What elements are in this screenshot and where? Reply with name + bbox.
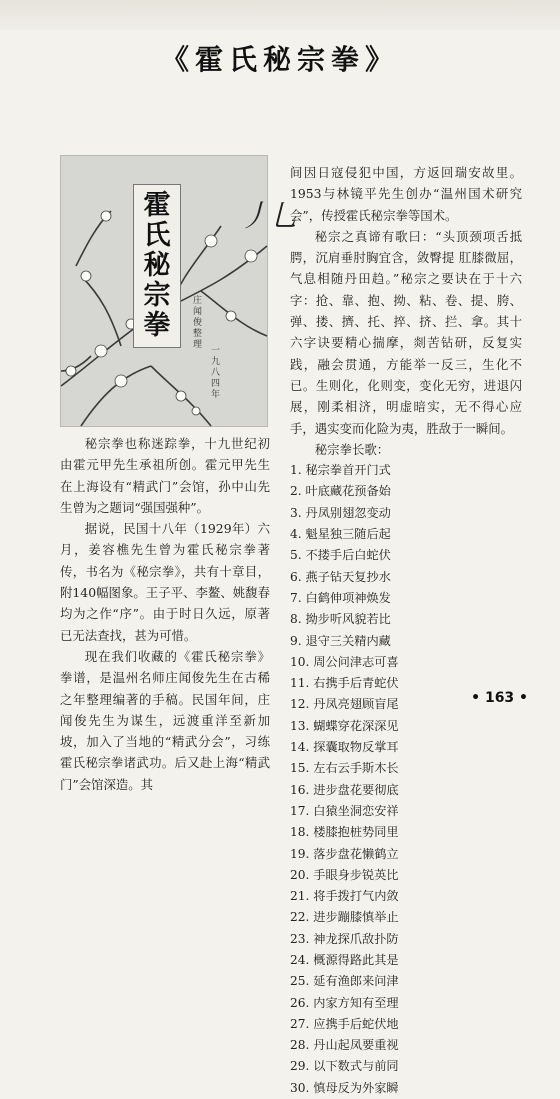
list-item: 21. 将手拨打气内敛 [290, 889, 399, 904]
list-item: 23. 神龙探爪敌扑防 [290, 931, 399, 946]
left-column [60, 433, 270, 795]
book-cover-image [60, 155, 299, 427]
paragraph: 秘宗拳也称迷踪拳，十九世纪初由霍元甲先生承祖所创。霍元甲先生在上海设有“精武门”会馆，孙中山先生曾为之题词“强国强种”。 [60, 436, 270, 515]
paragraph: 据说，民国十八年（1929年）六月，姜容樵先生曾为霍氏秘宗拳著传，书名为《秘宗拳》，共有十章目，附140幅图象。王子平、李鳌、姚馥春均为之作“序”。由于时日久远，原著已无法查找，甚为可惜。 [60, 521, 270, 643]
article-title: 《霍氏秘宗拳》 [160, 43, 399, 76]
list-item: 24. 概源得路此其是 [290, 952, 399, 967]
list-item: 26. 内家方知有至理 [290, 995, 399, 1010]
list-item: 2. 叶底藏花预备始 [290, 484, 391, 499]
page-number: • 163 • [471, 690, 528, 706]
list-item: 11. 右携手后青蛇伏 [290, 676, 399, 691]
list-item: 20. 手眼身步锐英比 [290, 867, 399, 882]
list-item: 3. 丹凤别翅忽变动 [290, 505, 391, 520]
list-item: 10. 周公问津志可喜 [290, 654, 399, 669]
paragraph: 现在我们收藏的《霍氏秘宗拳》拳谱，是温州名师庄闻俊先生在古稀之年整理编著的手稿。民国年间，庄闻俊先生为谋生，远渡重洋至新加坡，加入了当地的“精武分会”，习练霍氏秘宗拳诸武功。后又赴上海“精武门”会馆深造。其 [60, 648, 270, 792]
list-item: 8. 拗步听风貌若比 [290, 612, 391, 627]
cover-title: 霍氏秘宗拳 [133, 184, 181, 348]
previous-page-bleed [0, 0, 560, 30]
list-item: 16. 进步盘花要彻底 [290, 782, 399, 797]
songs-heading: 秘宗拳长歌： [314, 441, 390, 457]
list-item: 14. 探囊取物反掌耳 [290, 740, 399, 755]
songs-list [290, 460, 522, 1099]
list-item: 18. 楼膝抱桩势同里 [290, 825, 399, 840]
list-item: 5. 不搂手后白蛇伏 [290, 548, 391, 563]
list-item: 4. 魁星独三随后起 [290, 527, 391, 542]
paragraph: 秘宗之真谛有歌曰：“头顶颈项舌抵腭，沉肩垂肘胸宜含，敛臀提 肛膝微屈，气息相随丹田趋。”秘宗之要诀在于十六字：抢、靠、抱、拗、粘、卷、提、胯、弹、搂、擠、托、捽、挤、拦、拿。其十六字诀要精心揣摩，剡苦钻研，反复实践，融会贯通，方能举一反三，生化不已。生则化，化则变，变化无穷，进退闪展，刚柔相济，明虚暗实，无不得心应手，遇实变而化险为夷，胜敌于一瞬间。 [290, 228, 522, 436]
list-item: 22. 进步蹦膝慎举止 [290, 910, 399, 925]
list-item: 29. 以下数式与前同 [290, 1059, 399, 1074]
right-column [290, 162, 522, 1099]
list-item: 28. 丹山起凤要重视 [290, 1038, 399, 1053]
list-item: 9. 退守三关精内藏 [290, 633, 391, 648]
list-item: 13. 蝴蝶穿花深深见 [290, 718, 399, 733]
list-item: 27. 应携手后蛇伏地 [290, 1016, 399, 1031]
list-item: 17. 白猿坐洞恋安祥 [290, 803, 399, 818]
cover-date: 一九八四年 [211, 346, 221, 400]
list-item: 19. 落步盘花懒鹤立 [290, 846, 399, 861]
list-item: 15. 左右云手斯木长 [290, 761, 399, 776]
list-item: 1. 秘宗拳首开门式 [290, 463, 391, 478]
list-item: 7. 白鹤伸项神焕发 [290, 590, 391, 605]
list-item: 30. 慎母反为外家瞬 [290, 1080, 399, 1095]
svg-text:丿乚: 丿乚 [239, 199, 299, 234]
list-item: 6. 燕子钻天复抄水 [290, 569, 391, 584]
list-item: 12. 丹凤亮翅顾盲尾 [290, 697, 399, 712]
paragraph: 间因日寇侵犯中国，方返回瑞安故里。1953与林镜平先生创办“温州国术研究会”，传授霍氏秘宗拳等国术。 [290, 165, 522, 223]
cover-author: 庄闻俊 整理 [193, 296, 203, 350]
list-item: 25. 延有渔郎来问津 [290, 974, 399, 989]
